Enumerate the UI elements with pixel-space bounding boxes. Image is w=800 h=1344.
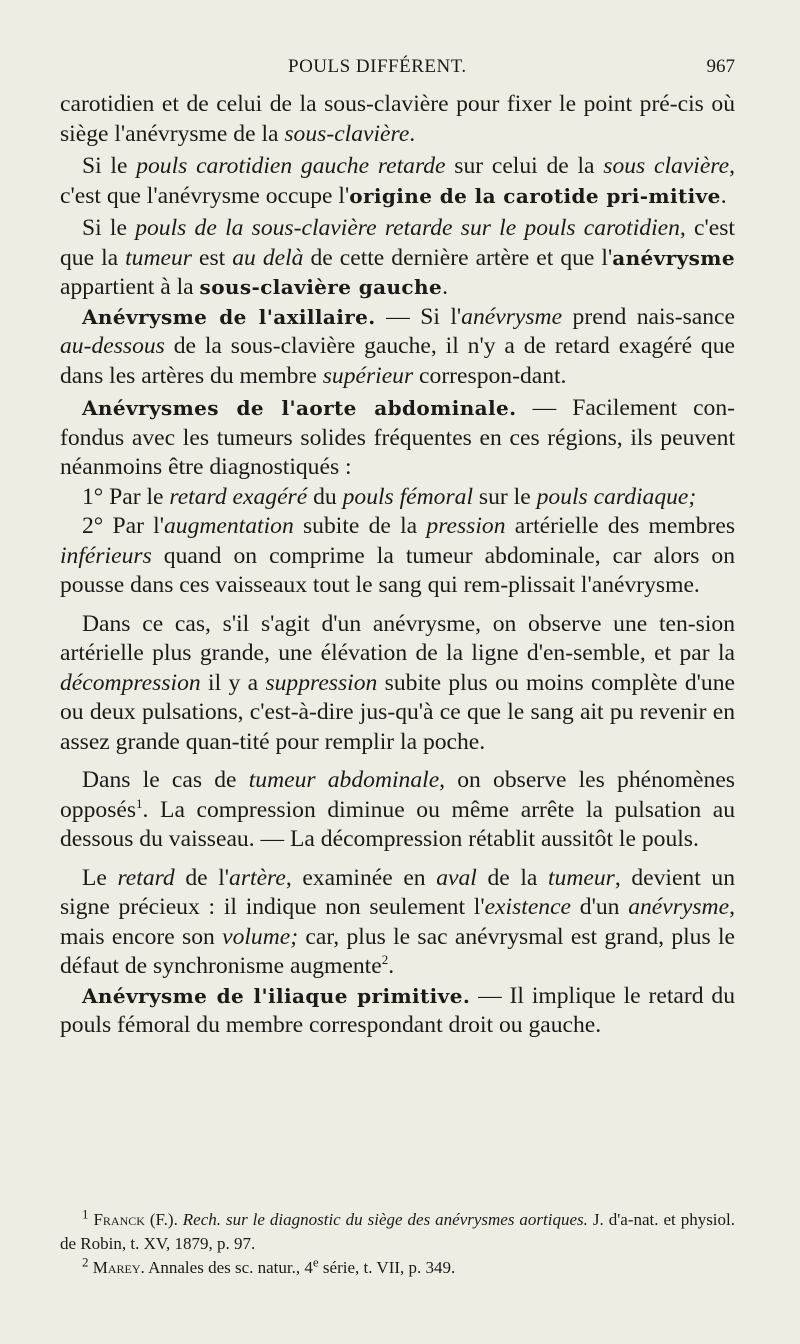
italic-run: au delà (232, 244, 304, 271)
text-run: d'un (571, 894, 629, 920)
list-item-2 (60, 512, 735, 601)
italic-run: au-dessous (60, 333, 165, 359)
text-run: , examinée en (285, 864, 437, 891)
italic-run: volume; (222, 923, 299, 950)
text-run: de cette dernière artère et que l' (303, 244, 613, 271)
paragraph-continuation (60, 90, 735, 149)
italic-run: inférieurs (60, 542, 152, 569)
text-run: prend nais-sance (562, 303, 735, 330)
text-run: . (409, 120, 416, 147)
italic-run: tumeur (547, 864, 615, 891)
text-run: — Si l' (375, 303, 462, 330)
text-run: Si le (82, 215, 136, 241)
text-run: sur le (473, 483, 537, 510)
text-run: série, t. VII, p. 349. (318, 1258, 456, 1277)
body-text (60, 90, 735, 1041)
italic-run: pouls fémoral (342, 483, 474, 510)
page-number: 967 (706, 56, 735, 77)
italic-run: retard exagéré (169, 483, 308, 510)
text-run: Dans le cas de (82, 767, 249, 793)
italic-run: décompression (60, 669, 201, 696)
superscript: e (312, 1254, 319, 1270)
section-axillary (60, 303, 735, 392)
bold-run: origine de la carotide pri-mitive (349, 183, 721, 208)
text-run: J. d'a-nat. et physiol. de Robin, t. XV, 1879, p. 97. (60, 1210, 736, 1253)
text-run: . (442, 274, 448, 300)
text-run: artérielle des membres (505, 513, 735, 539)
italic-run: tumeur abdominale, (248, 767, 446, 793)
italic-run: retard (117, 864, 175, 891)
text-run: de la (476, 864, 548, 891)
text-run: Le (82, 864, 118, 891)
text-run: du (307, 483, 343, 510)
italic-run: Rech. sur le diagnostic du siège des anévrysmes aortiques. (182, 1210, 588, 1229)
footnote-mark: 2 (82, 1254, 89, 1270)
italic-run: sous clavière (603, 153, 730, 179)
text-run: sur celui de la (445, 153, 604, 179)
text-run: . (388, 953, 395, 979)
running-head (60, 56, 735, 86)
text-run: Si le (82, 153, 137, 179)
paragraph-subclavian-delay (60, 214, 735, 303)
text-run: . Annales des sc. natur., 4 (140, 1258, 313, 1277)
footnote-2 (60, 1256, 735, 1280)
paragraph-tumor-case (60, 766, 735, 855)
text-run: est (191, 244, 233, 271)
text-run: (F.). (144, 1210, 183, 1229)
italic-run: pouls de la sous-clavière retarde sur le pouls carotidien (135, 215, 680, 241)
italic-run: suppression (265, 669, 378, 696)
paragraph-delay-sign (60, 864, 735, 982)
text-run: . La compression diminue ou même arrête la pulsation au dessous du vaisseau. — La décompression rétablit aussitôt le pouls. (60, 796, 735, 852)
bold-run: anévrysme (612, 245, 735, 270)
italic-run: anévrysme (628, 894, 730, 920)
footnote-ref: 1 (136, 795, 143, 811)
paragraph-carotid-delay (60, 152, 735, 211)
section-iliac (60, 982, 735, 1041)
italic-run: pouls carotidien gauche retarde (136, 153, 446, 179)
text-run: , mais encore son (60, 894, 735, 950)
section-heading: Anévrysmes de l'aorte abdominale. (82, 396, 517, 420)
text-run: car, plus le sac anévrysmal est grand, plus le défaut de synchronisme augmente (60, 923, 735, 979)
text-run: . (720, 182, 727, 209)
section-heading: Anévrysme de l'axillaire. (82, 304, 376, 329)
text-run: appartient à la (60, 274, 200, 300)
italic-run: pouls cardiaque; (536, 483, 697, 510)
running-title: POULS DIFFÉRENT. (288, 56, 467, 77)
italic-run: sous-clavière (284, 120, 410, 147)
italic-run: aval (436, 864, 477, 891)
text-run: Dans ce cas, s'il s'agit d'un anévrysme, on observe une ten-sion artérielle plus grande, une élévation de la ligne d'en-semble, et par la (60, 610, 735, 666)
text-run: correspon-dant. (413, 362, 567, 389)
text-run: — Facilement con-fondus avec les tumeurs solides fréquentes en ces régions, ils peuvent néanmoins être diagnostiqués : (60, 395, 735, 480)
bold-run: sous-clavière gauche (199, 275, 443, 299)
text-run: 2° Par l' (82, 513, 164, 539)
footnote-mark: 1 (82, 1206, 89, 1222)
italic-run: augmentation (163, 513, 294, 539)
footnotes (60, 1208, 735, 1280)
section-abdominal-aorta (60, 394, 735, 483)
text-run: — Il implique le retard du pouls fémoral du membre correspondant droit ou gauche. (60, 982, 735, 1038)
text-run: , c'est que l'anévrysme occupe l' (60, 153, 735, 209)
footnote-1 (60, 1208, 735, 1256)
text-run: on observe les phénomènes opposés (60, 767, 735, 823)
text-run: quand on comprime la tumeur abdominale, car alors on pousse dans ces vaisseaux tout le sang qui rem-plissait l'anévrysme. (60, 542, 735, 598)
paragraph-aneurysm-case (60, 610, 735, 758)
text-run: , devient un signe précieux : il indique non seulement l' (60, 864, 735, 920)
footnote-ref: 2 (381, 952, 389, 968)
text-run: subite plus ou moins complète d'une ou deux pulsations, c'est-à-dire jus-qu'à ce que le sang ait pu revenir en assez grande quan-tité pour remplir la poche. (60, 669, 735, 755)
italic-run: tumeur (125, 244, 192, 271)
italic-run: pression (426, 513, 506, 539)
text-run: , c'est que la (60, 215, 735, 271)
list-item-1 (60, 483, 735, 513)
italic-run: artère (229, 864, 286, 891)
text-run: de l' (174, 864, 230, 891)
text-run: carotidien et de celui de la sous-clavière pour fixer le point pré-cis où siège l'anévrysme de la (60, 91, 735, 147)
text-run: de la sous-clavière gauche, il n'y a de retard exagéré que dans les artères du membre (60, 333, 735, 389)
italic-run: supérieur (322, 362, 414, 389)
footnote-author: Marey (92, 1258, 141, 1277)
italic-run: existence (484, 894, 572, 920)
text-run: il y a (200, 669, 266, 696)
text-run: 1° Par le (82, 483, 170, 510)
section-heading: Anévrysme de l'iliaque primitive. (82, 983, 471, 1008)
text-run: subite de la (293, 513, 427, 539)
footnote-author: Franck (93, 1210, 145, 1229)
italic-run: anévrysme (461, 303, 563, 330)
